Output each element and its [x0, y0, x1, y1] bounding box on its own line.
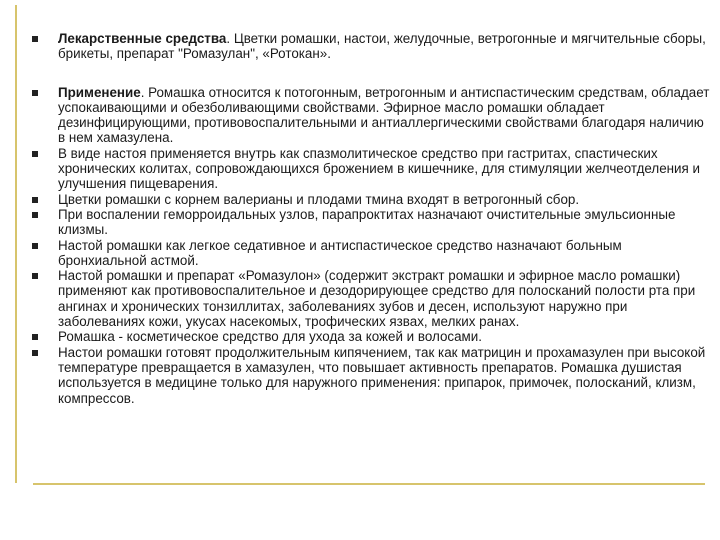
item-text: . Ромашка относится к потогонным, ветрогонным и антиспастическим средствам, обладает успокаивающими и обезболивающими свойствами. Эфирное масло ромашки обладает дезинфицирующими, противовоспалительными и антиаллергическими свойствами благодаря наличию в нем хамазулена. — [58, 84, 710, 146]
item-lead: Лекарственные средства — [58, 31, 227, 46]
square-bullet-icon — [32, 90, 38, 96]
list-item — [30, 31, 710, 62]
list-item — [30, 268, 710, 329]
list-item — [30, 207, 710, 238]
square-bullet-icon — [32, 350, 38, 356]
square-bullet-icon — [32, 273, 38, 279]
list-item — [30, 85, 710, 146]
item-text: Настой ромашки и препарат «Ромазулон» (содержит экстракт ромашки и эфирное масло ромашки) применяют как противовоспалительное и дезодорирующее средство для полосканий полости рта при ангинах и хронических тонзиллитах, заболеваниях зубов и десен, используют наружно при заболеваниях кожи, укусах насекомых, трофических язвах, мелких ранах. — [58, 268, 696, 330]
item-text: . Цветки ромашки, настои, желудочные, ветрогонные и мягчительные сборы, брикеты, препарат "Ромазулан", «Ротокан». — [58, 31, 706, 62]
item-text: Настой ромашки как легкое седативное и антиспастическое средство назначают больным бронхиальной астмой. — [58, 237, 622, 268]
square-bullet-icon — [32, 243, 38, 249]
item-text: Настои ромашки готовят продолжительным кипячением, так как матрицин и прохамазулен при высокой температуре превращается в хамазулен, что повышает активность препаратов. Ромашка душистая используется в медицине только для наружного применения: припарок, примочек, полосканий, клизм, компрессов. — [58, 344, 706, 406]
square-bullet-icon — [32, 36, 38, 42]
square-bullet-icon — [32, 151, 38, 157]
item-text: Ромашка - косметическое средство для ухода за кожей и волосами. — [58, 329, 482, 345]
list-item — [30, 345, 710, 406]
list-item — [30, 146, 710, 192]
square-bullet-icon — [32, 334, 38, 340]
slide-content — [30, 31, 710, 406]
list-item — [30, 238, 710, 269]
square-bullet-icon — [32, 197, 38, 203]
list-item — [30, 329, 710, 344]
item-text: Цветки ромашки с корнем валерианы и плодами тмина входят в ветрогонный сбор. — [58, 191, 580, 207]
list-item — [30, 192, 710, 207]
slide-frame-bottom-line — [33, 483, 705, 485]
item-text: При воспалении геморроидальных узлов, парапроктитах назначают очистительные эмульсионные клизмы. — [58, 206, 676, 238]
item-lead: Применение — [58, 84, 141, 100]
square-bullet-icon — [32, 212, 38, 218]
slide-frame-left-line — [15, 5, 17, 483]
item-text: В виде настоя применяется внутрь как спазмолитическое средство при гастритах, спастических хронических колитах, сопровождающихся брожением в кишечнике, для стимуляции желчеотделения и улучшения пищеварения. — [58, 145, 700, 192]
